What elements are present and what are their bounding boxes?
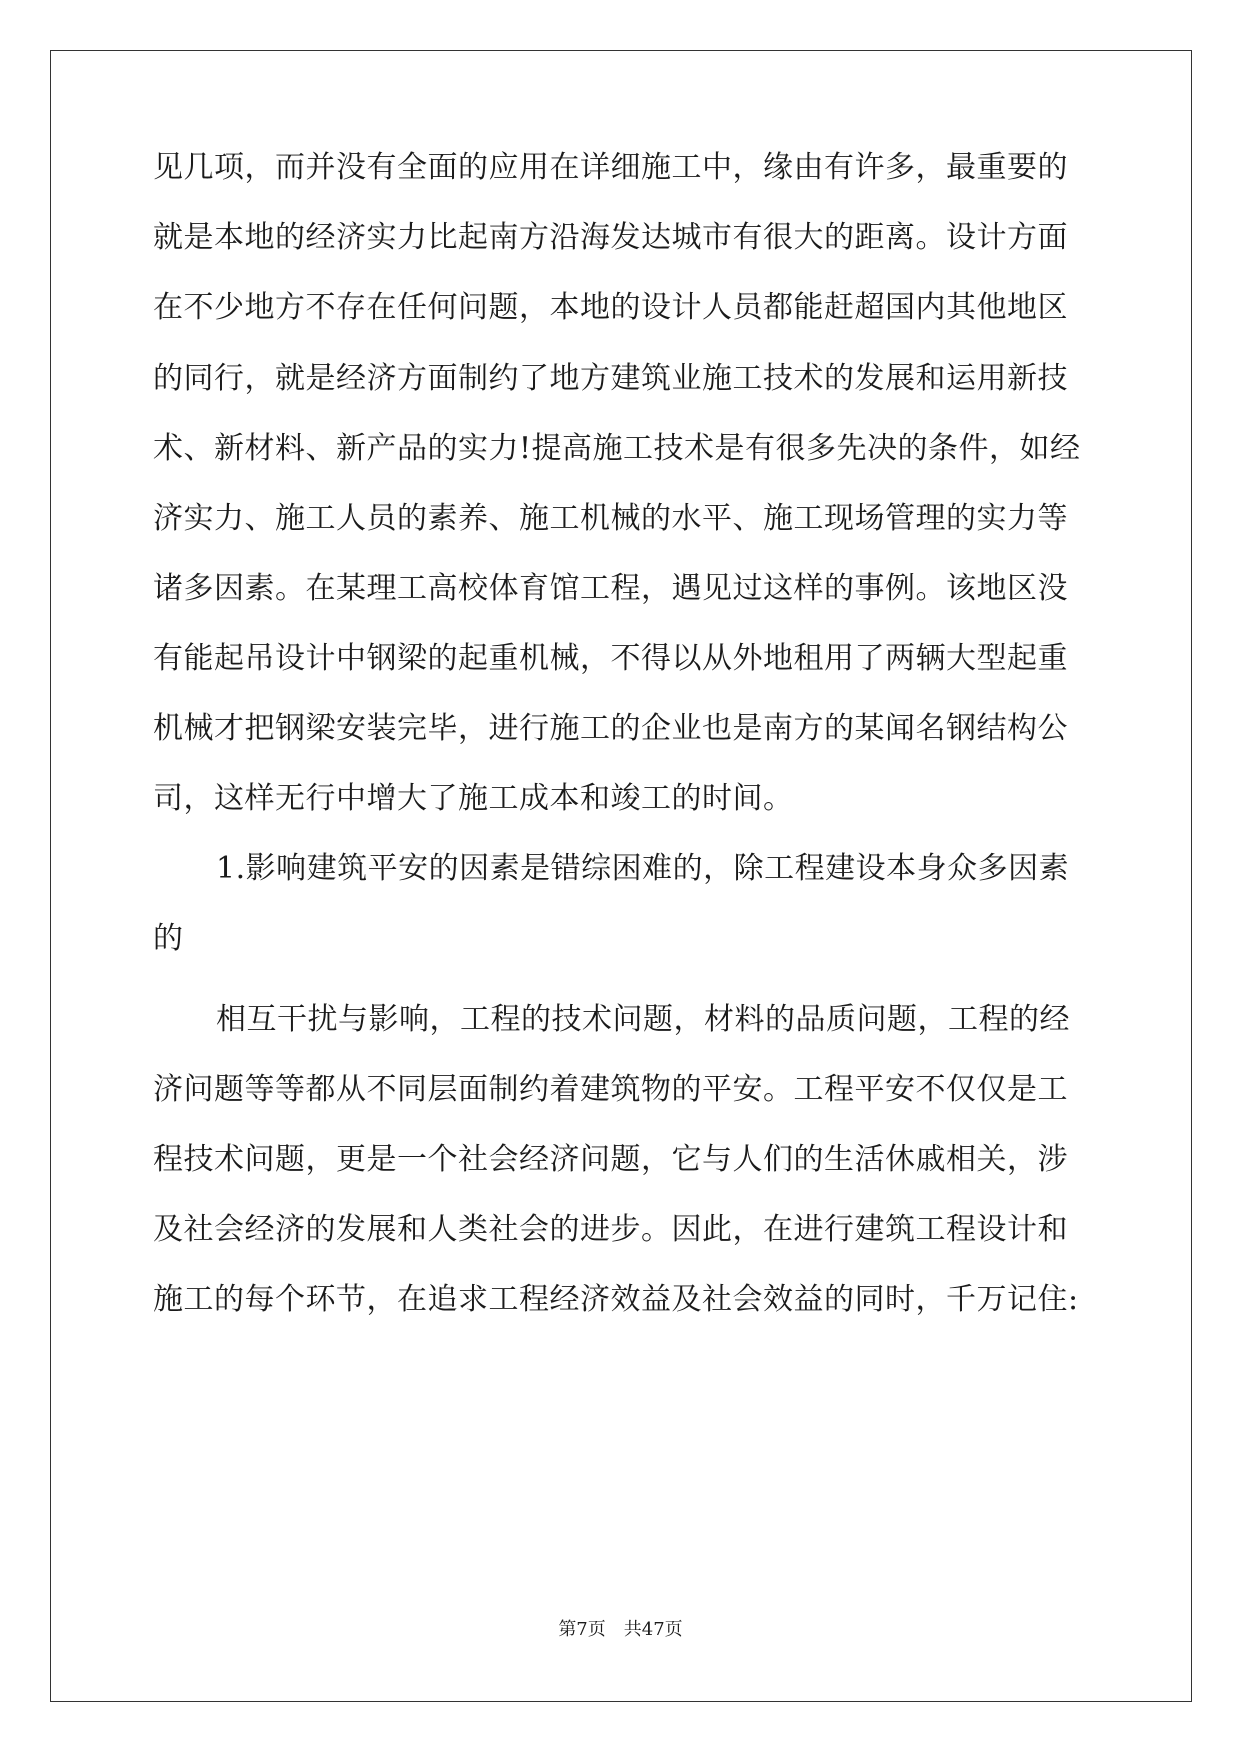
text-line: 术、新材料、新产品的实力!提高施工技术是有很多先决的条件，如经 [153,431,1081,466]
text-line: 在不少地方不存在任何问题，本地的设计人员都能赶超国内其他地区 [153,290,1068,325]
text-line: 相互干扰与影响，工程的技术问题，材料的品质问题，工程的经 [216,1002,1070,1037]
text-line: 1.影响建筑平安的因素是错综困难的，除工程建设本身众多因素 [216,851,1070,886]
text-line: 机械才把钢梁安装完毕，进行施工的企业也是南方的某闻名钢结构公 [153,711,1068,746]
text-line: 的 [153,921,184,956]
text-line: 程技术问题，更是一个社会经济问题，它与人们的生活休戚相关，涉 [153,1142,1068,1177]
text-line: 诸多因素。在某理工高校体育馆工程，遇见过这样的事例。该地区没 [153,571,1068,606]
page-total: 共47页 [623,1619,683,1640]
text-line: 及社会经济的发展和人类社会的进步。因此，在进行建筑工程设计和 [153,1212,1068,1247]
page-footer [0,1618,1241,1642]
text-line: 见几项，而并没有全面的应用在详细施工中，缘由有许多，最重要的 [153,150,1068,185]
text-line: 施工的每个环节，在追求工程经济效益及社会效益的同时，千万记住: [153,1282,1079,1317]
text-line: 有能起吊设计中钢梁的起重机械，不得以从外地租用了两辆大型起重 [153,641,1068,676]
text-line: 就是本地的经济实力比起南方沿海发达城市有很大的距离。设计方面 [153,220,1068,255]
text-line: 的同行，就是经济方面制约了地方建筑业施工技术的发展和运用新技 [153,361,1068,396]
text-line: 济实力、施工人员的素养、施工机械的水平、施工现场管理的实力等 [153,501,1068,536]
text-line: 济问题等等都从不同层面制约着建筑物的平安。工程平安不仅仅是工 [153,1072,1068,1107]
text-line: 司，这样无行中增大了施工成本和竣工的时间。 [153,781,794,816]
page-number: 第7页 [558,1619,606,1640]
